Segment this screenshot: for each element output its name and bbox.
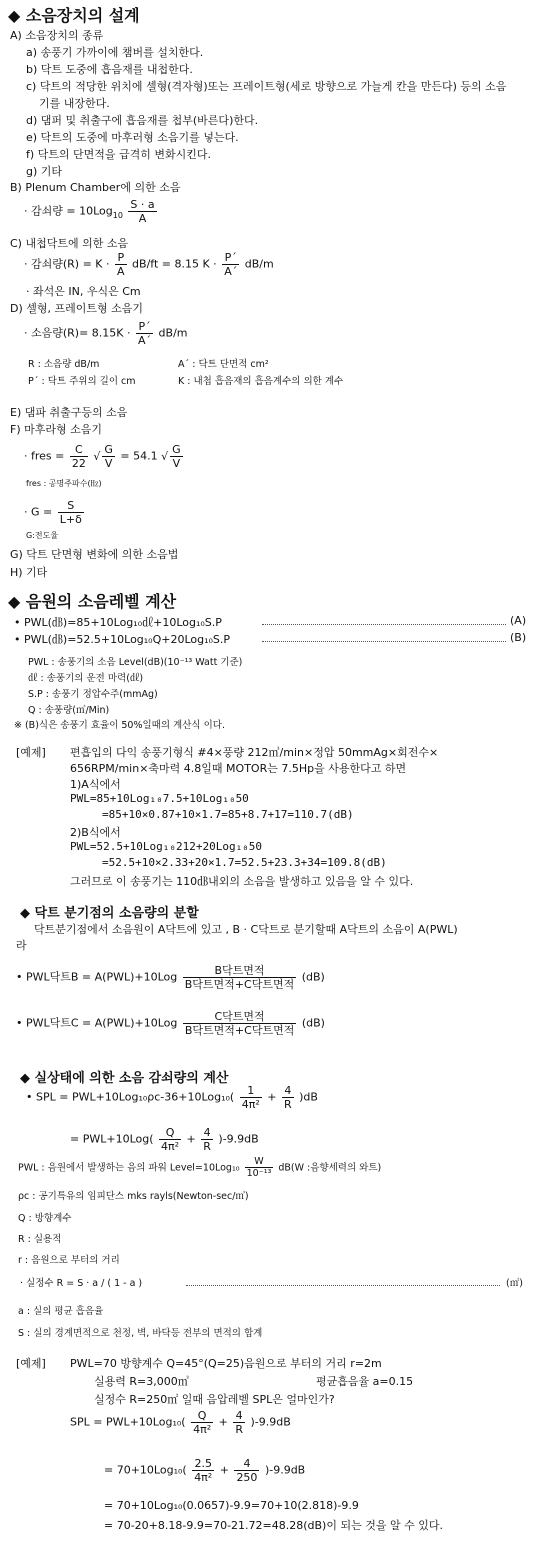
formula-spl-1: • SPL = PWL+10Log₁₀ρc-36+10Log₁₀( $\frac{1}{\text{4π²}}$ + $\frac{4}{R}$ )dB (26, 1084, 318, 1112)
equation-b: • PWL(㏈)=52.5+10Log₁₀Q+20Log₁₀S.P (14, 633, 231, 646)
equation-a-tag: (A) (510, 614, 527, 627)
list-item: e) 닥트의 도중에 마후러형 소음기를 넣는다. (26, 131, 239, 144)
example-label: [예제] (16, 746, 46, 759)
example-text: 656RPM/min×축마력 4.8일때 MOTOR는 7.5Hp을 사용한다고 하면 (70, 762, 407, 775)
section-title-silencer-design: ◆ 소음장치의 설계 (8, 6, 140, 25)
formula-plenum: · 감쇠량 = 10Log$_{10}$ $\frac{S \cdot a}{A}$ (24, 198, 155, 226)
pwl-definition: PWL : 음원에서 발생하는 음의 파워 Level=10Log₁₀ $\frac{W}{\text{10⁻¹³}}$ dB(W :음향세력의 와트) (18, 1156, 382, 1180)
formula-spl-3: SPL = PWL+10Log₁₀( $\frac{Q}{\text{4π²}}$ + $\frac{4}{R}$ )-9.9dB (70, 1409, 291, 1437)
list-item: a) 송풍기 가까이에 챔버를 설치한다. (26, 46, 204, 59)
intro-text: 닥트분기점에서 소음원이 A닥트에 있고 , B · C닥트로 분기할때 A닥트의 소음이 A(PWL) (34, 923, 458, 936)
definition-text: r : 음원으로 부터의 거리 (18, 1255, 120, 1266)
note-conductance: G:전도율 (26, 531, 59, 540)
definition-text: S : 실의 경계면적으로 천정, 벽, 바닥등 전부의 면적의 합계 (18, 1328, 263, 1339)
room-constant-unit: (㎡) (506, 1278, 523, 1289)
list-item: 기를 내장한다. (39, 97, 110, 110)
formula-spl-4: = 70+10Log₁₀( $\frac{2.5}{\text{4π²}}$ + $\frac{4}{250}$ )-9.9dB (104, 1457, 306, 1485)
dot-leader (186, 1285, 500, 1286)
example-text: 평균흡음율 a=0.15 (316, 1375, 414, 1388)
formula-branch-c: • PWL닥트C = A(PWL)+10Log $\frac{\text{C닥트면적}}{\text{B닥트면적+C닥트면적}}$ (dB) (16, 1010, 325, 1038)
example-text: 실용력 R=3,000㎥ (94, 1375, 189, 1388)
example-label: [예제] (16, 1357, 46, 1370)
equation-b-tag: (B) (510, 631, 527, 644)
list-item: c) 닥트의 적당한 위치에 셀형(격자형)또는 프레이트형(세로 방향으로 가늘게 칸을 만든다) 등의 소음 (26, 80, 507, 93)
formula-spl-2: = PWL+10Log( $\frac{Q}{\text{4π²}}$ + $\frac{4}{R}$ )-9.9dB (70, 1126, 259, 1154)
dot-leader (262, 624, 506, 625)
section-title-room: ◆ 실상태에 의한 소음 감쇠량의 계산 (20, 1071, 229, 1086)
legend-text: Q : 송풍량(㎥/Min) (28, 705, 110, 716)
note-efficiency: ※ (B)식은 송풍기 효율이 50%일때의 계산식 이다. (14, 720, 225, 731)
section-title-branch: ◆ 닥트 분기점의 소음량의 분할 (20, 906, 199, 921)
note-fres: fres : 공명주파수(㎐) (26, 479, 102, 488)
heading-b: B) Plenum Chamber에 의한 소음 (10, 181, 181, 194)
example-text: 편흡입의 다익 송풍기형식 #4×풍량 212㎥/min×정압 50mmAg×회전수× (70, 746, 439, 759)
dot-leader (262, 641, 506, 642)
formula-lined-duct: · 감쇠량(R) = K · $\frac{P}{A}$ dB/ft = 8.15 K · $\frac{P´}{A´}$ dB/m (24, 251, 274, 279)
example-calc: PWL=85+10Log₁₀7.5+10Log₁₀50 (70, 792, 249, 805)
final-calc: = 70+10Log₁₀(0.0657)-9.9=70+10(2.818)-9.9 (104, 1499, 359, 1512)
heading-f: F) 마후라형 소음기 (10, 423, 102, 436)
heading-c: C) 내첩닥트에 의한 소음 (10, 237, 129, 250)
formula-conductance: · G = $\frac{S}{L+\delta}$ (24, 499, 82, 527)
example-text: 그러므로 이 송풍기는 110㏈내외의 소음을 발생하고 있음을 알 수 있다. (70, 875, 414, 888)
definition-text: Q : 방향계수 (18, 1213, 72, 1224)
definition-text: ρc : 공기특유의 임피단스 mks rayls(Newton-sec/㎥) (18, 1191, 249, 1202)
heading-h: H) 기타 (10, 566, 48, 579)
final-calc: = 70-20+8.18-9.9=70-21.72=48.28(dB)이 되는 것을 알 수 있다. (104, 1519, 443, 1532)
example-text: PWL=70 방향계수 Q=45°(Q=25)음원으로 부터의 거리 r=2m (70, 1357, 382, 1370)
section-title-source-level: ◆ 음원의 소음레벨 계산 (8, 592, 177, 611)
list-item: f) 닥트의 단면적을 급격히 변화시킨다. (26, 148, 212, 161)
heading-g: G) 닥트 단면형 변화에 의한 소음법 (10, 548, 179, 561)
equation-a: • PWL(㏈)=85+10Log₁₀㎗+10Log₁₀S.P (14, 616, 222, 629)
definition-text: R : 실용적 (18, 1234, 62, 1245)
legend-text: S.P : 송풍기 정압수주(mmAg) (28, 689, 158, 700)
legend-text: ㎗ : 송풍기의 운전 마력(㎗) (28, 673, 144, 684)
legend-text: K : 내첩 흡음재의 흡음계수의 의한 계수 (178, 376, 344, 387)
heading-d: D) 셀형, 프레이트형 소음기 (10, 302, 144, 315)
example-text: 1)A식에서 (70, 778, 121, 791)
note-units: · 좌석은 IN, 우식은 Cm (26, 285, 141, 298)
definition-text: a : 실의 평균 흡음율 (18, 1306, 104, 1317)
formula-branch-b: • PWL닥트B = A(PWL)+10Log $\frac{\text{B닥트면적}}{\text{B닥트면적+C닥트면적}}$ (dB) (16, 964, 325, 992)
example-text: 2)B식에서 (70, 826, 121, 839)
example-text: 실정수 R=250㎡ 일때 음압레벨 SPL은 얼마인가? (94, 1393, 335, 1406)
example-calc: PWL=52.5+10Log₁₀212+20Log₁₀50 (70, 840, 263, 853)
example-calc: =52.5+10×2.33+20×1.7=52.5+23.3+34=109.8(dB) (102, 856, 387, 869)
intro-text: 라 (16, 939, 27, 952)
example-calc: =85+10×0.87+10×1.7=85+8.7+17=110.7(dB) (102, 808, 354, 821)
list-item: b) 닥트 도중에 흡음재를 내첩한다. (26, 63, 193, 76)
formula-cell-type: · 소음량(R)= 8.15K · $\frac{P´}{A´}$ dB/m (24, 320, 188, 348)
legend-text: R : 소음량 dB/m (28, 359, 100, 370)
legend-text: PWL : 송풍기의 소음 Level(dB)(10⁻¹³ Watt 기준) (28, 657, 243, 668)
room-constant: · 실정수 R = S · a / ( 1 - a ) (20, 1278, 143, 1289)
legend-text: A´ : 닥트 단면적 cm² (178, 359, 269, 370)
list-item: d) 댐퍼 및 취출구에 흡음재를 첩부(바른다)한다. (26, 114, 259, 127)
heading-e: E) 댐파 취출구등의 소음 (10, 406, 128, 419)
heading-a: A) 소음장치의 종류 (10, 29, 104, 42)
list-item: g) 기타 (26, 165, 63, 178)
legend-text: P´ : 닥트 주위의 길이 cm (28, 376, 136, 387)
formula-muffler: · fres = $\frac{C}{22}$ √ $\frac{G}{V}$ = 54.1 √ $\frac{G}{V}$ (24, 443, 181, 471)
